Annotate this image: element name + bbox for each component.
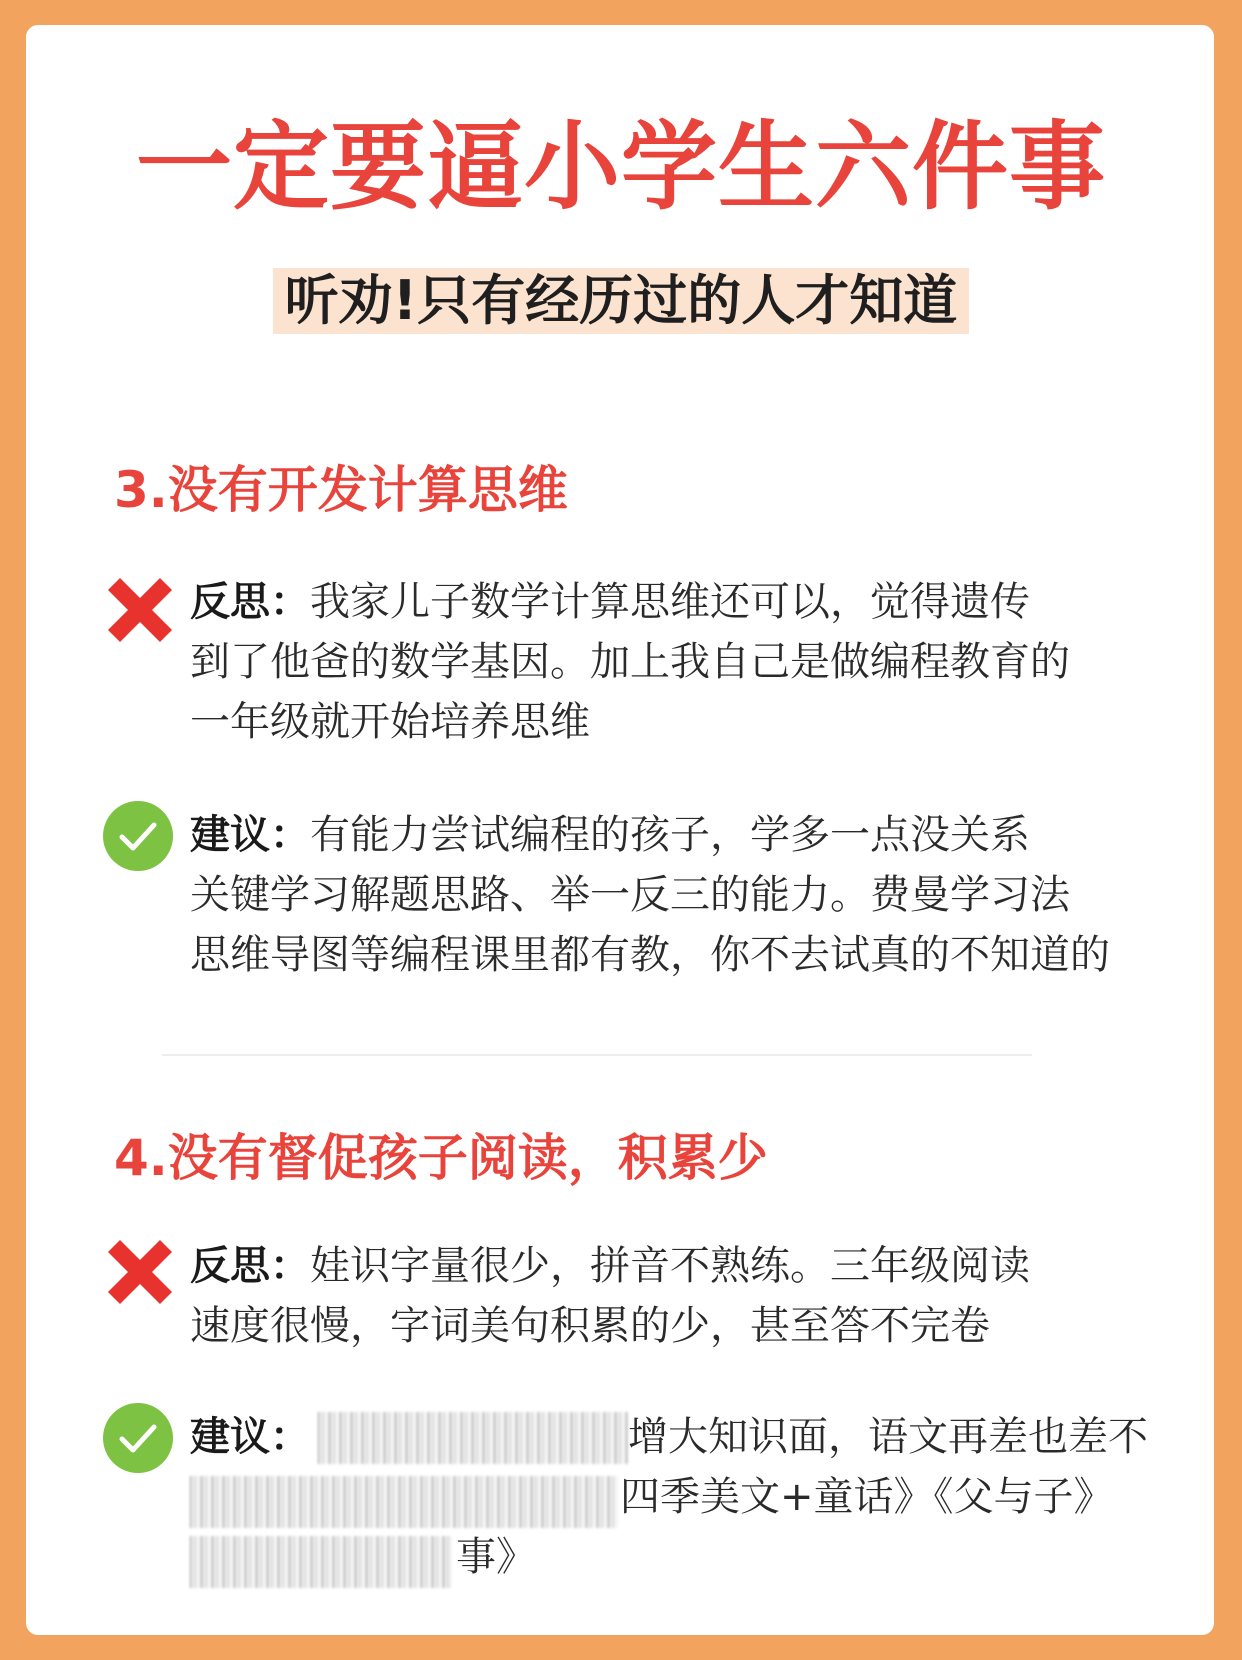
reflection-block-3 [190, 572, 1210, 752]
obscured-region [318, 1412, 628, 1464]
check-circle-icon [102, 800, 174, 872]
cross-icon [104, 1236, 176, 1308]
advice-text-line: 事》 [456, 1534, 536, 1580]
check-circle-icon [102, 1402, 174, 1474]
cross-icon [104, 574, 176, 646]
reflection-label: 反思： [190, 579, 310, 625]
reflection-text-line: 我家儿子数学计算思维还可以，觉得遗传 [310, 579, 1030, 625]
reflection-text-line: 到了他爸的数学基因。加上我自己是做编程教育的 [190, 639, 1070, 685]
reflection-text-line: 速度很慢，字词美句积累的少，甚至答不完卷 [190, 1303, 990, 1349]
page-title: 一定要逼小学生六件事 [136, 111, 1106, 223]
subtitle-container [0, 268, 1242, 334]
advice-label: 建议： [190, 1414, 310, 1460]
advice-block-3 [190, 805, 1210, 985]
reflection-block-4 [190, 1236, 1210, 1356]
obscured-region [190, 1536, 452, 1588]
advice-text-line: 四季美文+童话》《父与子》 [620, 1474, 1114, 1520]
reflection-text-line: 一年级就开始培养思维 [190, 699, 590, 745]
section-title-4: 4.没有督促孩子阅读，积累少 [114, 1129, 768, 1187]
advice-text-line: 有能力尝试编程的孩子，学多一点没关系 [310, 812, 1030, 858]
advice-text-line: 思维导图等编程课里都有教，你不去试真的不知道的 [190, 932, 1110, 978]
section-title-3: 3.没有开发计算思维 [114, 461, 568, 519]
advice-text-line: 关键学习解题思路、举一反三的能力。费曼学习法 [190, 872, 1070, 918]
advice-text-line: 增大知识面，语文再差也差不 [628, 1414, 1148, 1460]
advice-label: 建议： [190, 812, 310, 858]
page-subtitle: 听劝!只有经历过的人才知道 [273, 268, 970, 334]
reflection-label: 反思： [190, 1243, 310, 1289]
obscured-region [190, 1476, 618, 1528]
reflection-text-line: 娃识字量很少，拼音不熟练。三年级阅读 [310, 1243, 1030, 1289]
section-divider [162, 1054, 1032, 1056]
